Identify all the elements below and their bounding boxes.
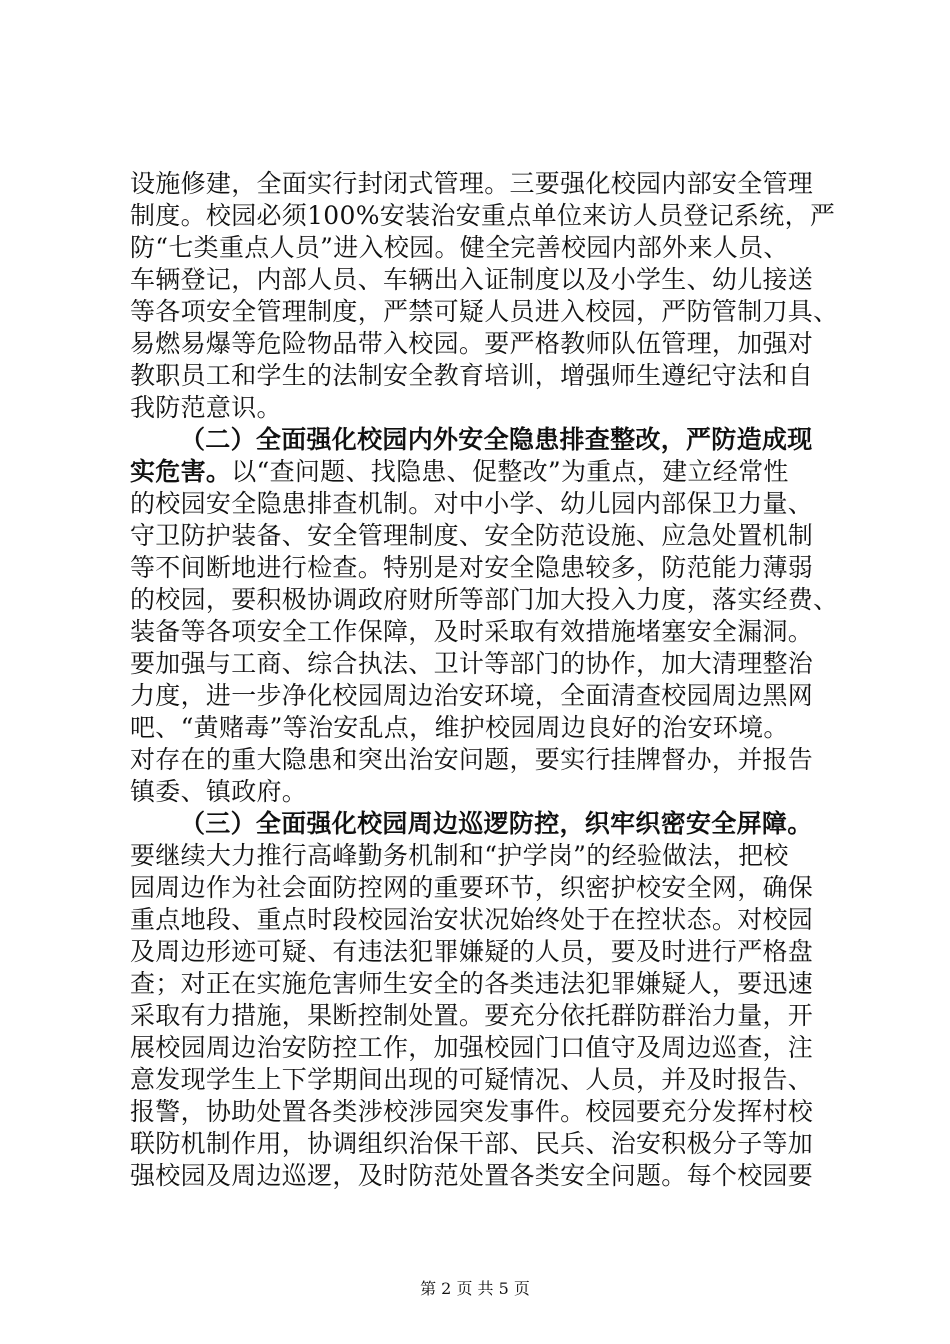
text-line [130,168,830,200]
line-text: 及周边形迹可疑、有违法犯罪嫌疑的人员，要及时进行严格盘 [130,937,814,966]
line-text: 教职员工和学生的法制安全教育培训，增强师生遵纪守法和自 [130,361,814,390]
line-text: 报警，协助处置各类涉校涉园突发事件。校园要充分发挥村校 [130,1097,814,1126]
line-text: 等各项安全管理制度，严禁可疑人员进入校园，严防管制刀具、 [130,297,839,326]
text-line [130,1128,830,1160]
line-text: 要加强与工商、综合执法、卫计等部门的协作，加大清理整治 [130,649,814,678]
line-text: 力度，进一步净化校园周边治安环境，全面清查校园周边黑网 [130,681,814,710]
section-heading: （三）全面强化校园周边巡逻防控，织牢织密安全屏障。 [180,809,813,838]
line-text: 意发现学生上下学期间出现的可疑情况、人员，并及时报告、 [130,1065,814,1094]
text-line [130,456,830,488]
line-text: 吧、“黄赌毒”等治安乱点，维护校园周边良好的治安环境。 [130,713,789,742]
section-heading: （二）全面强化校园内外安全隐患排查整改，严防造成现 [180,425,813,454]
text-line [130,488,830,520]
line-text: 采取有力措施，果断控制处置。要充分依托群防群治力量，开 [130,1001,814,1030]
text-line [130,584,839,616]
text-line [130,680,830,712]
line-text: 守卫防护装备、安全管理制度、安全防范设施、应急处置机制 [130,521,814,550]
text-line [130,936,830,968]
text-line [130,360,830,392]
text-line [130,424,830,456]
line-text: 车辆登记，内部人员、车辆出入证制度以及小学生、幼儿接送 [130,265,814,294]
text-line [130,392,830,424]
line-text: 设施修建，全面实行封闭式管理。三要强化校园内部安全管理 [130,169,814,198]
text-line [130,232,830,264]
line-text: 以“查问题、找隐患、促整改”为重点，建立经常性 [231,457,789,486]
text-line [130,712,830,744]
text-line [130,264,830,296]
text-line [130,1160,830,1192]
text-line [130,648,830,680]
line-text: 装备等各项安全工作保障，及时采取有效措施堵塞安全漏洞。 [130,617,814,646]
document-body [130,168,839,1192]
line-text: 对存在的重大隐患和突出治安问题，要实行挂牌督办，并报告 [130,745,814,774]
line-text: 我防范意识。 [130,393,282,422]
text-line [130,520,830,552]
text-line [130,296,839,328]
line-text: 的校园，要积极协调政府财所等部门加大投入力度，落实经费、 [130,585,839,614]
text-line [130,872,830,904]
text-line [130,552,830,584]
line-text: 重点地段、重点时段校园治安状况始终处于在控状态。对校园 [130,905,814,934]
line-text: 易燃易爆等危险物品带入校园。要严格教师队伍管理，加强对 [130,329,814,358]
line-text: 园周边作为社会面防控网的重要环节，织密护校安全网，确保 [130,873,814,902]
line-text: 的校园安全隐患排查机制。对中小学、幼儿园内部保卫力量、 [130,489,814,518]
text-line [130,776,830,808]
text-line [130,1096,830,1128]
line-text: 镇委、镇政府。 [130,777,308,806]
line-text: 等不间断地进行检查。特别是对安全隐患较多，防范能力薄弱 [130,553,814,582]
line-text: 联防机制作用，协调组织治保干部、民兵、治安积极分子等加 [130,1129,814,1158]
text-line [130,968,830,1000]
line-text: 防“七类重点人员”进入校园。健全完善校园内部外来人员、 [130,233,789,262]
text-line [130,840,830,872]
text-line [130,616,830,648]
line-text: 强校园及周边巡逻，及时防范处置各类安全问题。每个校园要 [130,1161,814,1190]
line-text: 查；对正在实施危害师生安全的各类违法犯罪嫌疑人，要迅速 [130,969,814,998]
text-line [130,744,830,776]
text-line [130,1032,830,1064]
line-text: 展校园周边治安防控工作，加强校园门口值守及周边巡查，注 [130,1033,814,1062]
text-line [130,328,830,360]
line-text: 要继续大力推行高峰勤务机制和“护学岗”的经验做法，把校 [130,841,789,870]
text-line [130,808,830,840]
section-heading: 实危害。 [130,457,232,486]
page-footer: 第 2 页 共 5 页 [420,1279,530,1298]
text-line [130,904,830,936]
line-text: 制度。校园必须100%安装治安重点单位来访人员登记系统，严 [130,201,836,230]
text-line [130,200,836,232]
text-line [130,1064,830,1096]
text-line [130,1000,830,1032]
